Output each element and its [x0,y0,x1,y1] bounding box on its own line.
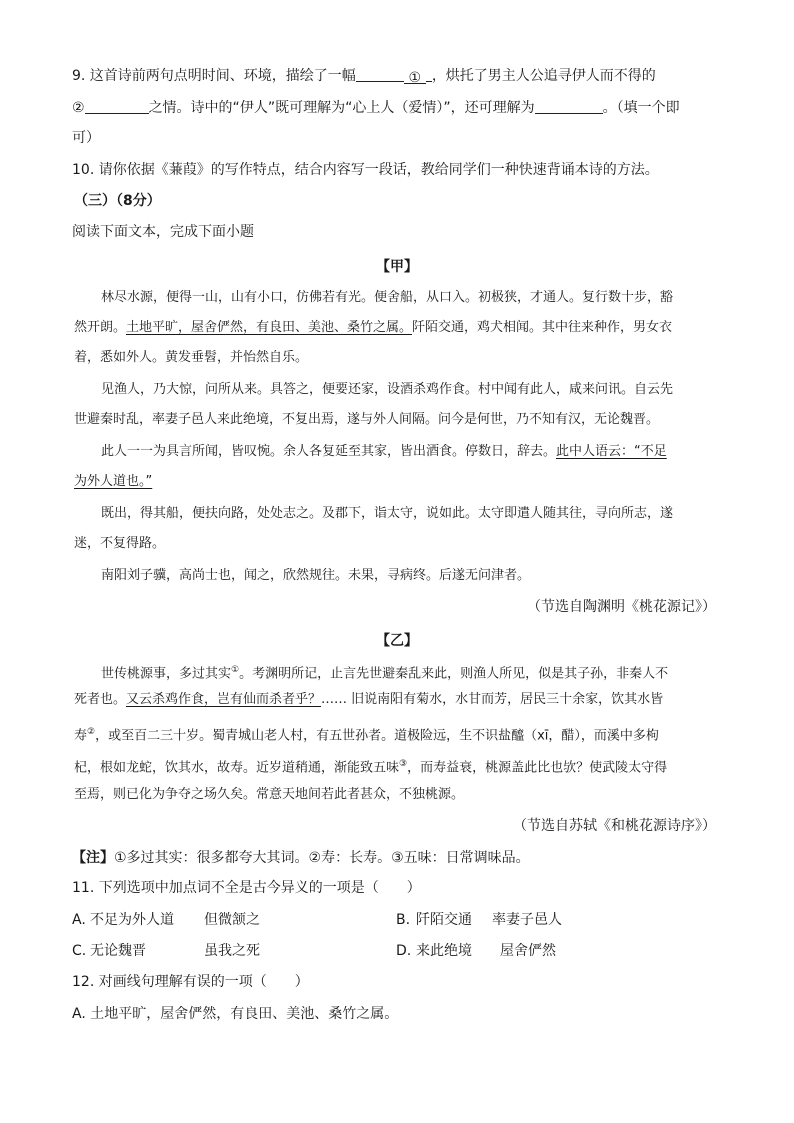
underlined-sentence-3: 又云杀鸡作食，岂有仙而杀者乎？ [126,692,322,707]
option-label: A. [72,912,86,928]
question-9-text: 9. 这首诗前两句点明时间、环境，描绘了一幅 [72,68,356,84]
footnote-ref-1: ① [231,665,240,675]
answer-blank-3[interactable] [535,98,603,114]
text-jia-title: 【甲】 [376,259,418,275]
text-yi-title: 【乙】 [376,633,418,649]
option-phrase: 虽我之死 [204,943,260,959]
yi-source: （节选自苏轼《和桃花源诗序》） [513,818,716,834]
answer-blank-1a[interactable] [356,66,404,82]
q11-option-b[interactable] [396,910,562,930]
passage-text: …… 旧说南阳有菊水，水甘而芳，居民三十余家，饮其水皆 [321,692,664,707]
passage-text: 世传桃源事，多过其实 [101,666,232,682]
option-phrase: 无论魏晋 [90,943,146,959]
blank-marker-1: ① [404,68,426,84]
question-9-line-3: 可） [72,130,100,146]
question-9-text: 之情。诗中的“伊人”既可理解为“心上人（爱情）”，还可理解为 [148,100,535,116]
option-label: B. [396,912,411,928]
option-label: D. [396,943,412,959]
option-label: C. [72,943,87,959]
question-11-stem: 11. 下列选项中加点词不全是古今异义的一项是（ ） [72,880,421,896]
passage-text: 杞，根如龙蛇，饮其水，故寿。近岁道稍通，渐能致五味 [74,760,400,776]
yi-line3 [74,722,659,746]
q11-option-d[interactable] [396,941,556,961]
jia-p3-line2 [74,472,152,492]
jia-p1-line1: 林尽水源，便得一山，山有小口，仿佛若有光。便舍船，从口入。初极狭，才通人。复行数十步，豁 [101,290,674,305]
question-12-stem: 12. 对画线句理解有误的一项（ ） [72,974,309,990]
jia-source: （节选自陶渊明《桃花源记》） [527,599,716,615]
answer-blank-2[interactable] [85,98,149,114]
question-9-text: ，烘托了男主人公追寻伊人而不得的 [431,68,656,84]
passage-text: ，或至百二三十岁。蜀青城山老人村，有五世孙者。道极险远，生不识盐醯（xī，醋），而溪中多枸 [95,728,659,744]
passage-text: ，而寿益衰，桃源盖此比也欤？使武陵太守得 [407,760,668,776]
jia-p1-line3: 着，悉如外人。黄发垂髫，并怡然自乐。 [74,350,309,365]
q12-option-a[interactable]: A. 土地平旷，屋舍俨然，有良田、美池、桑竹之属。 [72,1006,399,1022]
passage-text: 寿 [74,728,88,744]
passage-text: 然开朗。 [74,320,127,335]
question-9-line-2 [72,98,680,118]
passage-text: 阡陌交通，鸡犬相闻。其中往来种作，男女衣 [412,320,673,335]
yi-line5: 至焉，则已化为争夺之场久矣。常意天地间若此者甚众，不独桃源。 [74,787,465,802]
option-phrase: 率妻子邑人 [492,912,562,928]
option-phrase: 来此绝境 [416,943,472,959]
underlined-sentence-1: 土地平旷，屋舍俨然，有良田、美池、桑竹之属。 [126,320,413,335]
jia-p4-line2: 迷，不复得路。 [74,536,166,551]
note-text: ①多过其实：很多都夸大其词。②寿：长寿。③五味：日常调味品。 [114,850,530,866]
blank-marker-2: ② [72,100,85,116]
q11-option-a[interactable] [72,910,260,930]
q11-option-c[interactable] [72,941,260,961]
jia-p3-line1 [101,442,667,462]
yi-line1 [101,660,668,684]
underlined-sentence-2-end: 为外人道也。” [74,474,153,489]
jia-p1-line2 [74,318,672,338]
passage-text: 。考渊明所记，止言先世避秦乱来此，则渔人所见，似是其子孙，非秦人不 [239,666,669,682]
jia-p4-line1: 既出，得其船，便扶向路，处处志之。及郡下，诣太守，说如此。太守即遣人随其往，寻向所志，遂 [101,506,674,521]
section-3-header: （三）（8分） [74,193,161,209]
question-9-text: 。（填一个即 [602,100,680,116]
footnote-ref-3: ③ [399,759,408,769]
passage-text: 死者也。 [74,692,127,707]
jia-p2-line1: 见渔人，乃大惊，问所从来。具答之，便要还家，设酒杀鸡作食。村中闻有此人，咸来问讯。自云先 [101,382,674,397]
option-phrase: 但微颔之 [204,912,260,928]
option-phrase: 阡陌交通 [416,912,472,928]
yi-line2 [74,690,663,710]
yi-line4 [74,754,667,778]
question-10: 10. 请你依据《蒹葭》的写作特点，结合内容写一段话，教给同学们一种快速背诵本诗的方法。 [72,162,659,178]
passage-text: 此人一一为具言所闻，皆叹惋。余人各复延至其家，皆出酒食。停数日，辞去。 [101,444,557,459]
question-9-line-1 [72,66,656,86]
underlined-sentence-2: 此中人语云：“不足 [556,444,667,459]
footnote-ref-2: ② [87,727,96,737]
reading-instruction: 阅读下面文本，完成下面小题 [72,224,254,240]
option-phrase: 屋舍俨然 [500,943,556,959]
option-phrase: 不足为外人道 [90,912,174,928]
jia-p2-line2: 世避秦时乱，率妻子邑人来此绝境，不复出焉，遂与外人间隔。问今是何世，乃不知有汉，无论魏晋。 [74,412,660,427]
jia-p5: 南阳刘子骥，高尚士也，闻之，欣然规往。未果，寻病终。后遂无问津者。 [101,568,531,583]
note-label: 【注】 [72,850,114,866]
annotation-note [72,848,530,868]
